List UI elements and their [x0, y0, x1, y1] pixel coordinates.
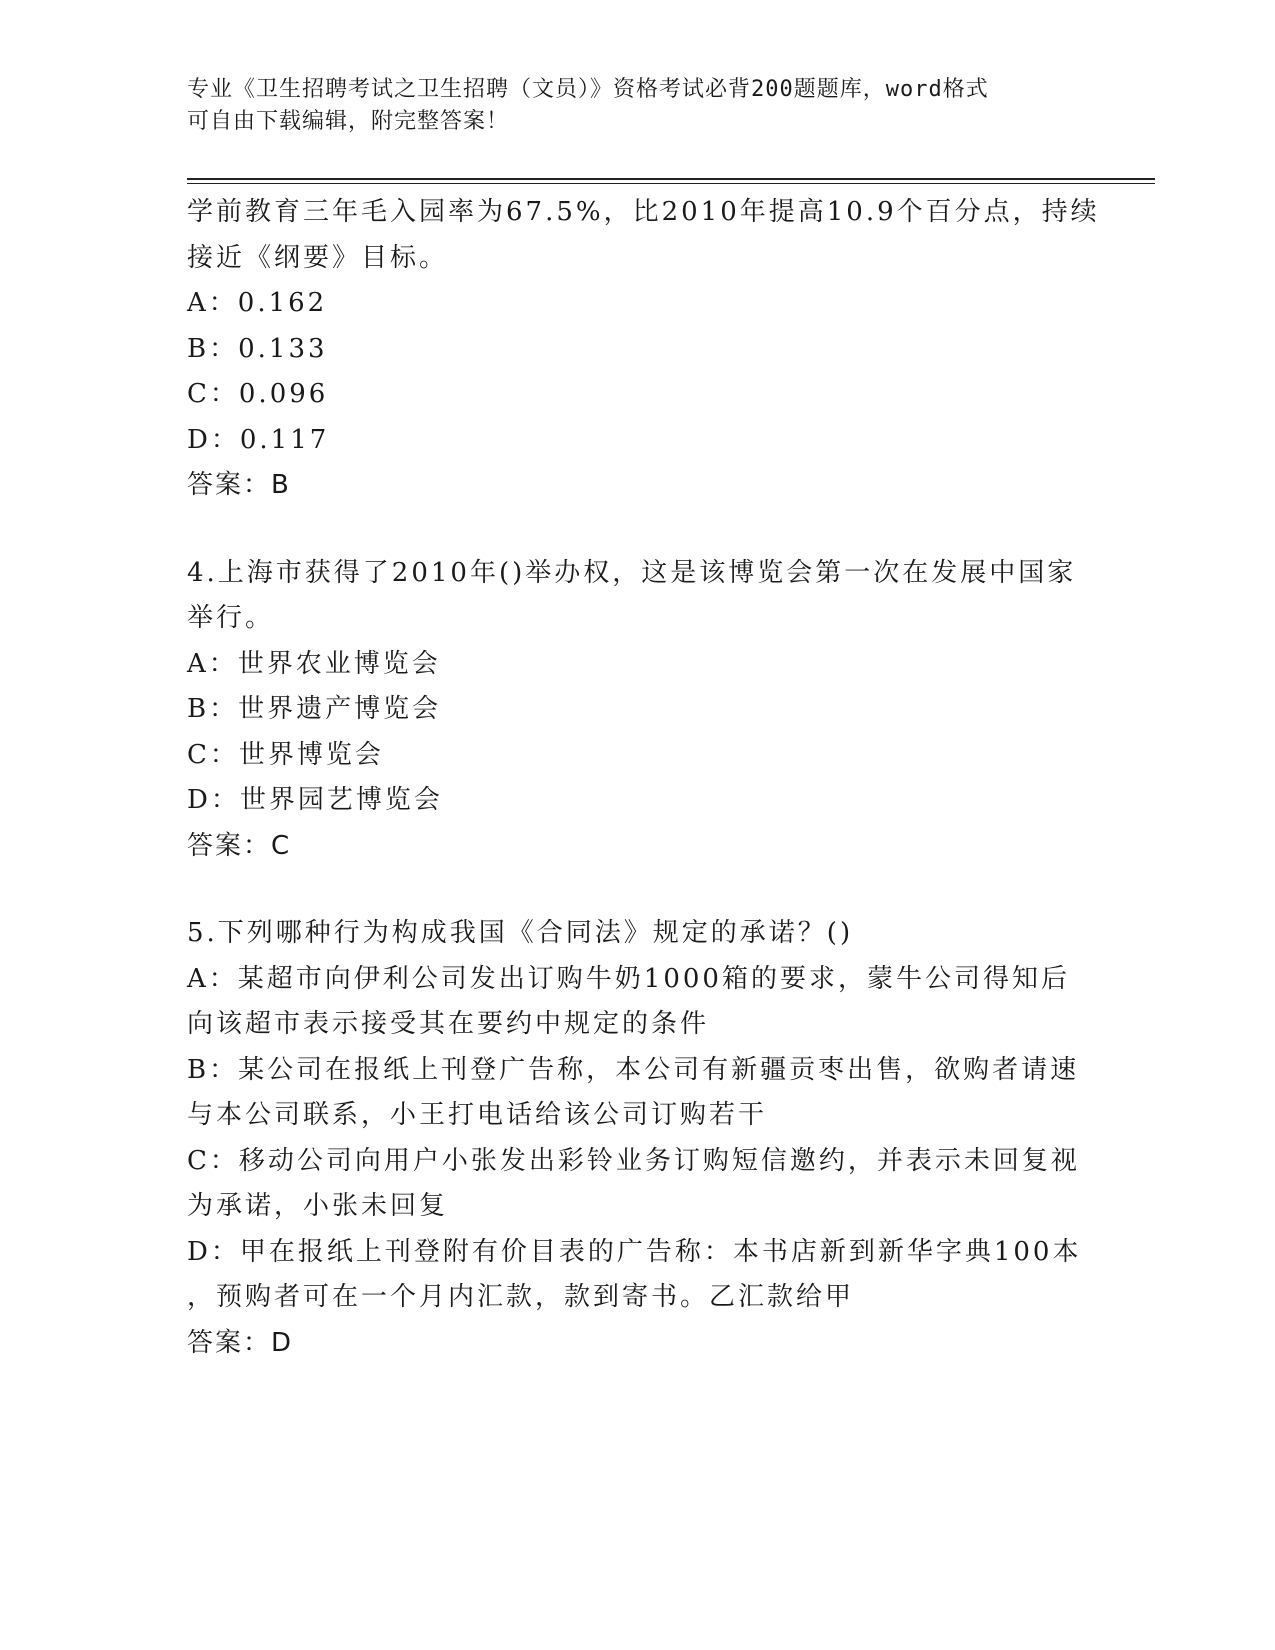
question-3-stem-line-2: 接近《纲要》目标。 [187, 242, 449, 273]
question-spacer [187, 509, 1087, 551]
question-4-stem-line-1: 4.上海市获得了2010年()举办权，这是该博览会第一次在发展中国家 [187, 557, 1077, 588]
question-4-option-a: A：世界农业博览会 [187, 648, 441, 679]
question-3 [187, 190, 1100, 509]
question-3-option-d: D：0.117 [187, 424, 330, 455]
question-5-option-a-line-1: A：某超市向伊利公司发出订购牛奶1000箱的要求，蒙牛公司得知后 [187, 963, 1070, 994]
header-divider-thin [187, 183, 1155, 184]
question-4 [187, 551, 1087, 870]
question-3-stem-line-1: 学前教育三年毛入园率为67.5%，比2010年提高10.9个百分点，持续 [187, 197, 1100, 227]
question-4-option-c: C：世界博览会 [187, 739, 384, 770]
question-4-option-d: D：世界园艺博览会 [187, 785, 443, 815]
question-5-option-b-line-2: 与本公司联系，小王打电话给该公司订购若干 [187, 1100, 768, 1130]
question-5-option-b-line-1: B：某公司在报纸上刊登广告称，本公司有新疆贡枣出售，欲购者请速 [187, 1054, 1080, 1085]
question-4-answer: 答案：C [187, 830, 292, 861]
question-3-option-b: B：0.133 [187, 333, 328, 364]
question-3-answer: 答案：B [187, 470, 291, 500]
question-5-option-c-line-2: 为承诺，小张未回复 [187, 1191, 449, 1221]
question-4-stem-line-2: 举行。 [187, 603, 275, 633]
question-5-option-c-line-1: C：移动公司向用户小张发出彩铃业务订购短信邀约，并表示未回复视 [187, 1145, 1080, 1176]
question-5 [187, 911, 1087, 1366]
question-3-option-a: A：0.162 [187, 288, 328, 318]
question-5-stem: 5.下列哪种行为构成我国《合同法》规定的承诺？() [187, 918, 854, 948]
header-divider-thick [187, 178, 1155, 180]
question-spacer [187, 869, 1087, 911]
document-header [187, 74, 1087, 138]
question-5-option-a-line-2: 向该超市表示接受其在要约中规定的条件 [187, 1009, 710, 1039]
header-title-line-1: 专业《卫生招聘考试之卫生招聘（文员）》资格考试必背200题题库，word格式 [187, 77, 989, 102]
question-content [187, 190, 1100, 1366]
question-3-option-c: C：0.096 [187, 379, 329, 409]
question-4-option-b: B：世界遗产博览会 [187, 694, 442, 724]
question-5-option-d-line-2: ，预购者可在一个月内汇款，款到寄书。乙汇款给甲 [187, 1282, 855, 1312]
question-5-option-d-line-1: D：甲在报纸上刊登附有价目表的广告称：本书店新到新华字典100本 [187, 1236, 1082, 1267]
header-title-line-2: 可自由下载编辑，附完整答案！ [187, 109, 510, 134]
question-5-answer: 答案：D [187, 1327, 294, 1358]
